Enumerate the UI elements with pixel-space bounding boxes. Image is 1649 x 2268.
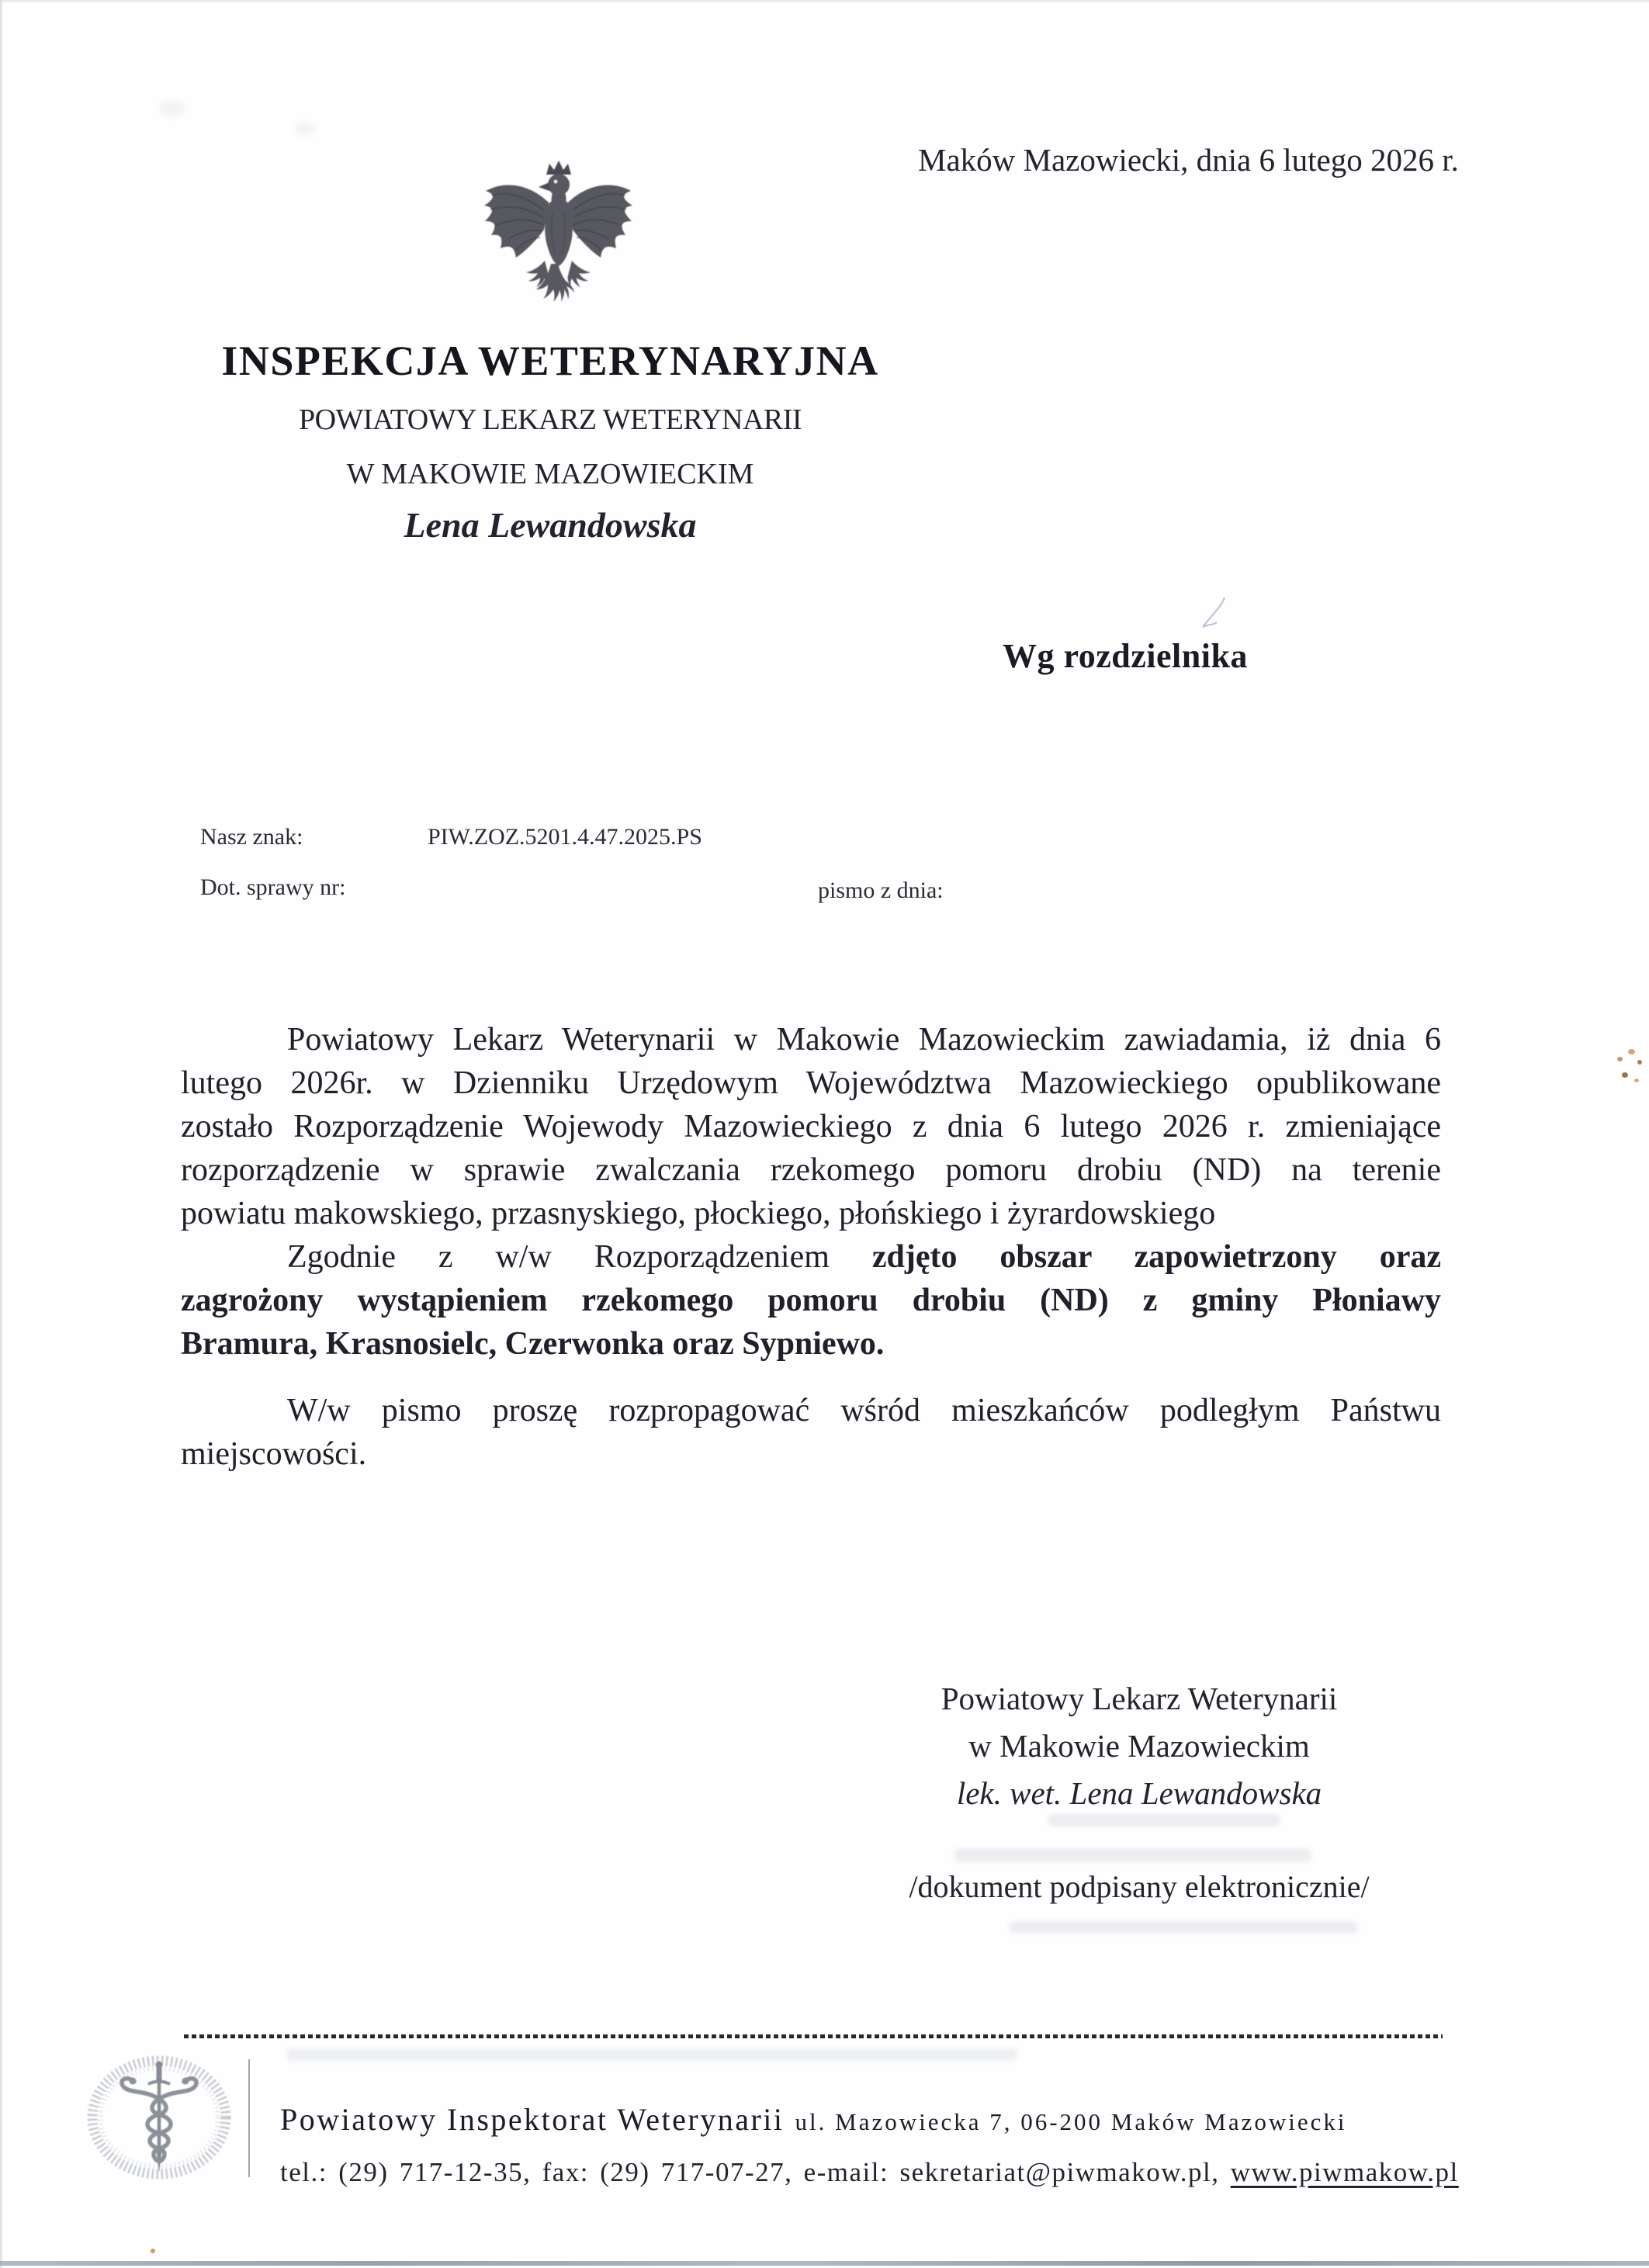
signature-title: Powiatowy Lekarz Weterynarii — [941, 1681, 1338, 1716]
body-line: W/w pismo proszę rozpropagować wśród mieszkańców podległym Państwu — [287, 1393, 1441, 1428]
our-ref-label: Nasz znak: — [200, 824, 303, 850]
letter-body — [181, 1018, 1441, 1476]
bleedthrough-ghost — [287, 2048, 1017, 2061]
body-line: miejscowości. — [181, 1436, 367, 1472]
bleedthrough-ghost — [1009, 1921, 1358, 1934]
body-line — [181, 1235, 1441, 1279]
distribution-note: Wg rozdzielnika — [1003, 637, 1248, 675]
body-line: Powiatowy Lekarz Weterynarii w Makowie Mazowieckim zawiadamia, iż dnia 6 — [287, 1022, 1441, 1058]
scan-speck — [151, 2249, 155, 2253]
scan-smudge — [159, 101, 185, 116]
signature-name: lek. wet. Lena Lewandowska — [956, 1775, 1322, 1811]
body-segment: Zgodnie z w/w Rozporządzeniem — [287, 1239, 872, 1275]
body-segment-bold: zdjęto obszar zapowietrzony oraz — [871, 1239, 1441, 1275]
footer-website-link[interactable]: www.piwmakow.pl — [1230, 2157, 1459, 2187]
letter-date-label: pismo z dnia: — [818, 878, 944, 903]
footer-org-name: Powiatowy Inspektorat Weterynarii — [280, 2102, 785, 2137]
footer-dashed-separator — [184, 2034, 1443, 2038]
office-line-1: POWIATOWY LEKARZ WETERYNARII — [298, 403, 802, 436]
scan-edge-bottom — [0, 2261, 1649, 2266]
bleedthrough-ghost — [1048, 1814, 1280, 1827]
case-number-label: Dot. sprawy nr: — [200, 874, 346, 900]
body-line: zagrożony wystąpieniem rzekomego pomoru drobiu (ND) z gminy Płoniawy — [181, 1283, 1441, 1318]
body-line: rozporządzenie w sprawie zwalczania rzekomego pomoru drobiu (ND) na terenie — [181, 1152, 1441, 1188]
scan-smudge — [295, 123, 315, 135]
officer-name: Lena Lewandowska — [404, 505, 697, 545]
footer-contacts-line — [280, 2157, 1459, 2188]
body-line: powiatu makowskiego, przasnyskiego, płockiego, płońskiego i żyrardowskiego — [181, 1196, 1216, 1231]
org-title: INSPEKCJA WETERYNARYJNA — [221, 338, 879, 384]
signature-block — [875, 1678, 1403, 1820]
footer-vertical-divider — [248, 2059, 250, 2177]
office-line-2: W MAKOWIE MAZOWIECKIM — [346, 458, 754, 490]
bleedthrough-ghost — [954, 1848, 1311, 1862]
paragraph-gap — [181, 1366, 1441, 1389]
our-ref-value: PIW.ZOZ.5201.4.47.2025.PS — [428, 824, 702, 850]
footer-org-line — [280, 2101, 1347, 2138]
date-place-line: Maków Mazowiecki, dnia 6 lutego 2026 r. — [918, 142, 1459, 178]
pen-ghost-mark — [1201, 596, 1234, 633]
electronic-signature-note: /dokument podpisany elektronicznie/ — [909, 1869, 1370, 1904]
body-line: Bramura, Krasnosielc, Czerwonka oraz Sypniewo. — [181, 1326, 885, 1362]
veterinary-caduceus-icon — [87, 2055, 231, 2180]
footer-contacts: tel.: (29) 717-12-35, fax: (29) 717-07-27, e-mail: sekretariat@piwmakow.pl, — [280, 2157, 1231, 2187]
body-line: lutego 2026r. w Dzienniku Urzędowym Województwa Mazowieckiego opublikowane — [181, 1065, 1441, 1101]
footer-address: ul. Mazowiecka 7, 06-200 Maków Mazowiecki — [795, 2108, 1347, 2135]
body-line: zostało Rozporządzenie Wojewody Mazowieckiego z dnia 6 lutego 2026 r. zmieniające — [181, 1109, 1441, 1144]
scan-edge-top — [0, 0, 1649, 2]
polish-eagle-emblem — [475, 153, 642, 310]
signature-office: w Makowie Mazowieckim — [968, 1728, 1310, 1764]
